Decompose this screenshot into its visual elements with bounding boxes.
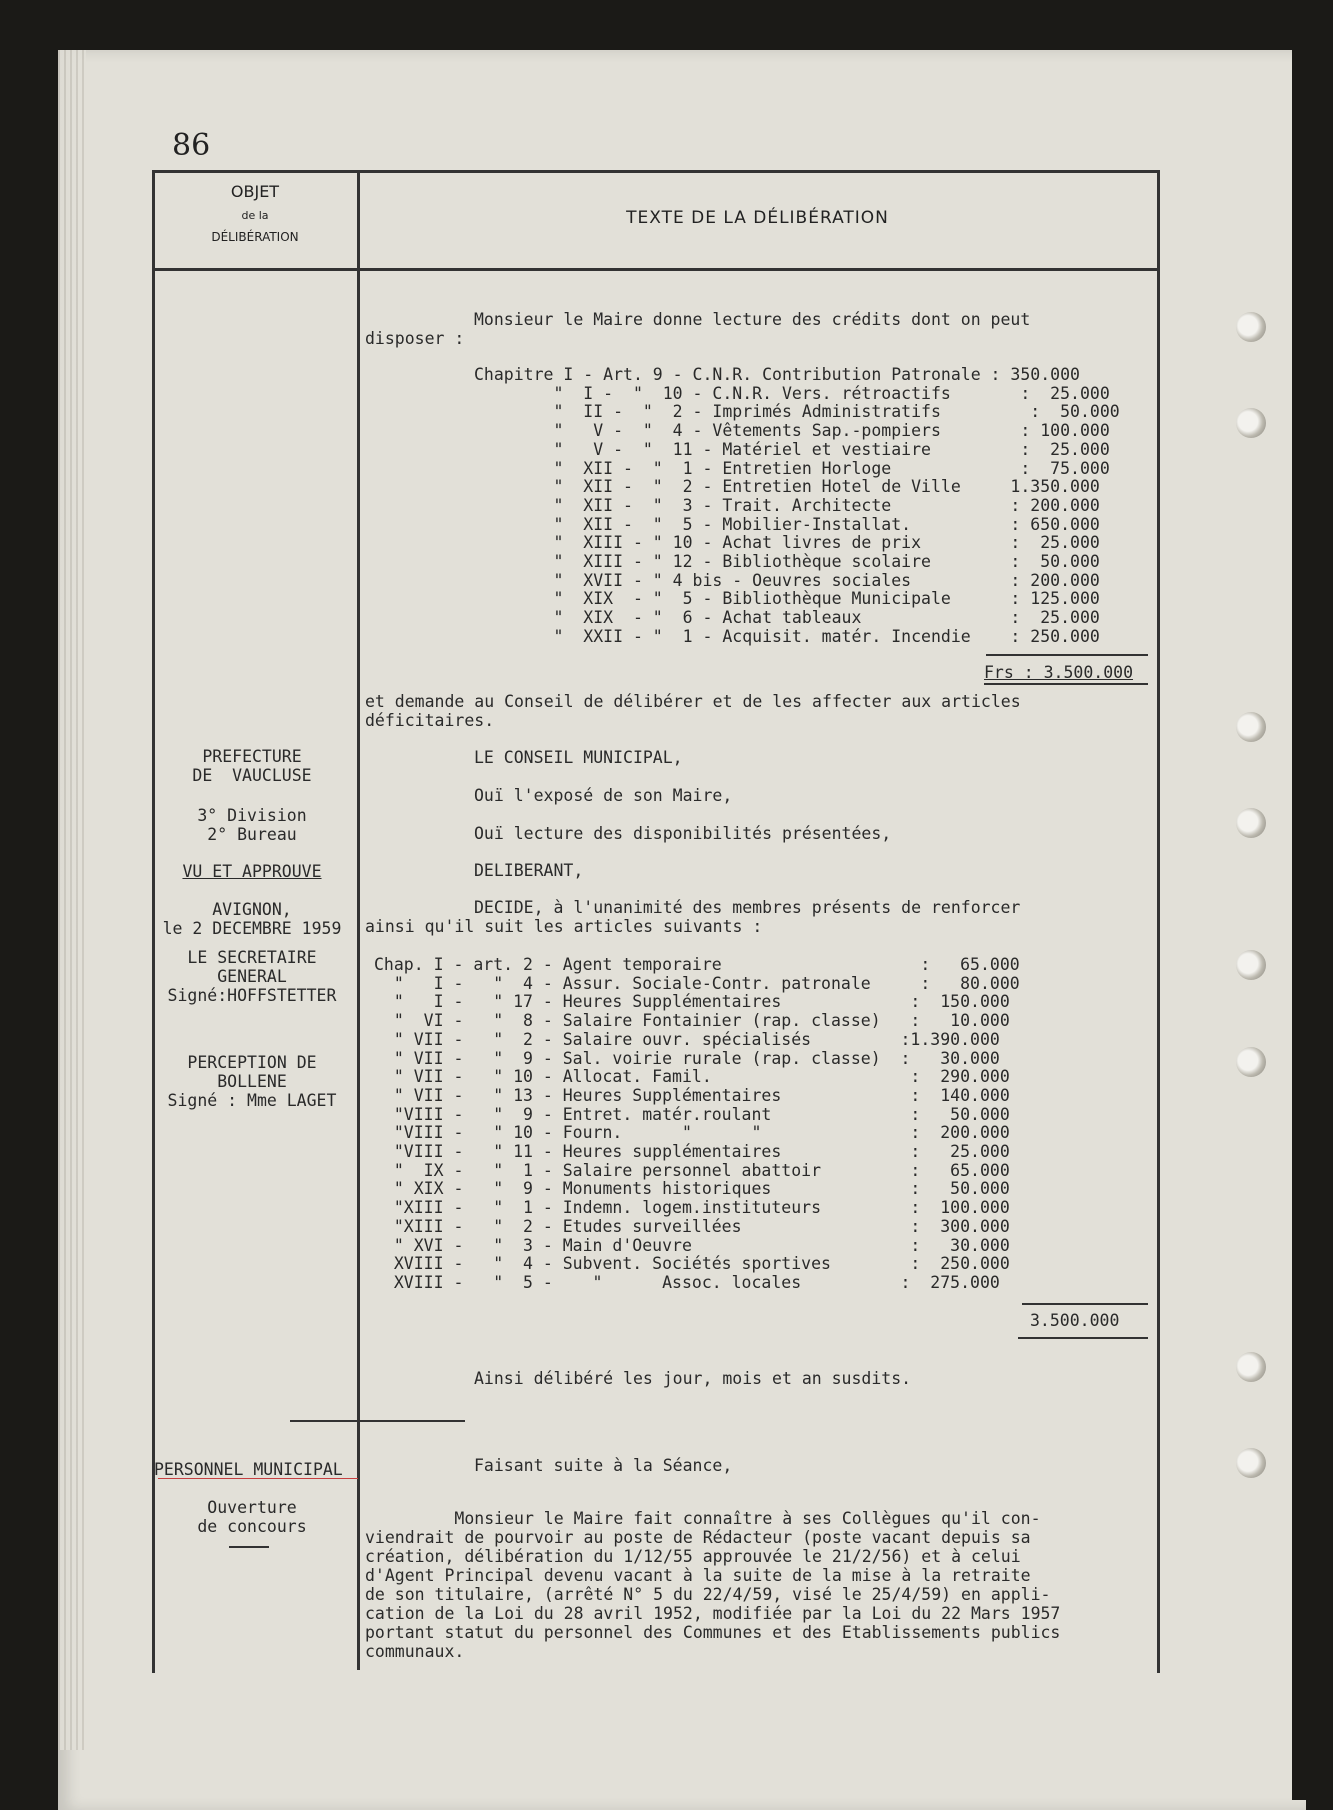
background-edge [1292,50,1333,1800]
sidebar-signature: Signé:HOFFSTETTER [167,986,337,1005]
closing-line: Ainsi délibéré les jour, mois et an susdits. [474,1369,912,1388]
binder-hole [1236,312,1266,342]
allocation-row: " I - " 4 - Assur. Sociale-Contr. patronale : 80.000 [374,973,1020,993]
sidebar-signature: Signé : Mme LAGET [167,1091,337,1110]
allocation-row: " XIX - " 9 - Monuments historiques : 50.000 [374,1179,1010,1199]
allocation-row: "VIII - " 11 - Heures supplémentaires : 25.000 [374,1142,1010,1161]
credits-total-double-rule [984,683,1148,688]
credit-row: " I - " 10 - C.N.R. Vers. rétroactifs : 25.000 [474,383,1110,403]
page-binding [58,50,86,1750]
allocation-row: " IX - " 1 - Salaire personnel abattoir : 65.000 [374,1160,1010,1180]
binder-hole [1236,1047,1266,1077]
credit-row: " II - " 2 - Imprimés Administratifs : 50.000 [474,402,1120,422]
sidebar-secretaire: GENERAL [217,967,287,986]
request-line: et demande au Conseil de délibérer et de les affecter aux articles [365,692,1021,711]
second-body-line: portant statut du personnel des Communes et des Etablissements publics [365,1623,1061,1642]
allocation-row: " VII - " 13 - Heures Supplémentaires : 140.000 [374,1085,1010,1105]
council-decide: DECIDE, à l'unanimité des membres présents de renforcer [474,898,1021,917]
allocation-row: " VII - " 9 - Sal. voirie rurale (rap. classe) : 30.000 [374,1048,1000,1068]
credit-row: " XIX - " 5 - Bibliothèque Municipale : 125.000 [474,589,1100,609]
allocations-total-rule [1022,1303,1148,1305]
header-right: TEXTE DE LA DÉLIBÉRATION [626,208,889,228]
credit-row: " V - " 11 - Matériel et vestiaire : 25.000 [474,439,1110,459]
council-heard: Ouï lecture des disponibilités présentées, [474,824,892,843]
sidebar-perception: BOLLENE [217,1072,287,1091]
allocations-total-double-rule [1018,1337,1148,1342]
binder-hole [1236,1352,1266,1382]
credit-row: Chapitre I - Art. 9 - C.N.R. Contribution Patronale : 350.000 [474,365,1080,384]
second-body-line: cation de la Loi du 28 avril 1952, modifiée par la Loi du 22 Mars 1957 [365,1604,1061,1623]
sidebar-personnel: PERSONNEL MUNICIPAL [154,1460,343,1479]
intro-line: disposer : [365,329,465,348]
section-separator [290,1420,465,1425]
credit-row: " XII - " 3 - Trait. Architecte : 200.000 [474,495,1100,515]
sidebar-division: 3° Division [197,806,307,825]
allocation-row: XVIII - " 5 - " Assoc. locales : 275.000 [374,1272,1000,1292]
header-left-line3: DÉLIBÉRATION [211,230,299,244]
allocation-row: " VII - " 2 - Salaire ouvr. spécialisés :1.390.000 [374,1029,1000,1049]
sidebar-approved: VU ET APPROUVE [182,862,322,881]
red-underline [158,1478,358,1479]
credit-row: " XII - " 1 - Entretien Horloge : 75.000 [474,458,1110,478]
sidebar-perception: PERCEPTION DE [187,1053,317,1072]
request-line: déficitaires. [365,711,495,730]
header-left-line1: OBJET [230,182,280,201]
second-body-line: communaux. [365,1642,465,1661]
sidebar-prefecture: DE VAUCLUSE [192,766,312,785]
binder-hole [1236,1448,1266,1478]
second-opening: Faisant suite à la Séance, [474,1456,733,1475]
binder-hole [1236,950,1266,980]
sidebar-concours: Ouverture [207,1498,297,1517]
second-body-line: d'Agent Principal devenu vacant à la suite de la mise à la retraite [365,1566,1031,1585]
allocation-row: "VIII - " 9 - Entret. matér.roulant : 50.000 [374,1104,1010,1124]
header-left [160,182,350,244]
second-body-line: viendrait de pourvoir au poste de Rédacteur (poste vacant depuis sa [365,1528,1031,1547]
second-body-line: Monsieur le Maire fait connaître à ses Collègues qu'il con- [365,1509,1041,1528]
allocation-row: " I - " 17 - Heures Supplémentaires : 150.000 [374,992,1010,1012]
column-divider [357,170,360,1670]
binder-hole [1236,408,1266,438]
council-heard: Ouï l'exposé de son Maire, [474,786,733,805]
second-body-line: création, délibération du 1/12/55 approuvée le 21/2/56) et à celui [365,1547,1021,1566]
allocation-row: Chap. I - art. 2 - Agent temporaire : 65.000 [374,955,1020,974]
credit-row: " XIII - " 10 - Achat livres de prix : 25.000 [474,533,1100,553]
header-divider [152,268,1157,271]
sidebar-prefecture: PREFECTURE [202,747,302,766]
credit-row: " XII - " 2 - Entretien Hotel de Ville 1.350.000 [474,477,1100,497]
sidebar-concours: de concours [197,1517,307,1536]
sidebar-secretaire: LE SECRETAIRE [187,948,317,967]
binder-hole [1236,808,1266,838]
allocations-total: 3.500.000 [1030,1311,1120,1330]
binder-hole [1236,712,1266,742]
credit-row: " XII - " 5 - Mobilier-Installat. : 650.000 [474,514,1100,534]
credits-total: Frs : 3.500.000 [984,663,1134,682]
sidebar-date: le 2 DECEMBRE 1959 [162,919,342,938]
allocation-row: " XVI - " 3 - Main d'Oeuvre : 30.000 [374,1235,1010,1255]
allocation-row: "VIII - " 10 - Fourn. " " : 200.000 [374,1123,1010,1143]
credit-row: " XIII - " 12 - Bibliothèque scolaire : 50.000 [474,552,1100,571]
allocation-row: "XIII - " 1 - Indemn. logem.instituteurs : 100.000 [374,1198,1010,1218]
sidebar-bureau: 2° Bureau [207,825,297,844]
council-title: LE CONSEIL MUNICIPAL, [474,748,683,767]
sidebar-dash [229,1546,269,1548]
intro-line: Monsieur le Maire donne lecture des crédits dont on peut [474,310,1031,329]
council-decide: ainsi qu'il suit les articles suivants : [365,917,763,936]
allocation-row: "XIII - " 2 - Etudes surveillées : 300.000 [374,1216,1010,1236]
credit-row: " XVII - " 4 bis - Oeuvres sociales : 200.000 [474,570,1100,590]
credit-row: " V - " 4 - Vêtements Sap.-pompiers : 100.000 [474,421,1110,441]
header-left-line2: de la [241,209,269,222]
second-body-line: de son titulaire, (arrêté N° 5 du 22/4/59, visé le 25/4/59) en appli- [365,1585,1051,1604]
credit-row: " XXII - " 1 - Acquisit. matér. Incendie : 250.000 [474,626,1100,646]
credit-row: " XIX - " 6 - Achat tableaux : 25.000 [474,608,1100,628]
allocation-row: " VII - " 10 - Allocat. Famil. : 290.000 [374,1067,1010,1087]
page-number: 86 [172,128,211,163]
council-deliberant: DELIBERANT, [474,861,584,880]
allocation-row: " VI - " 8 - Salaire Fontainier (rap. classe) : 10.000 [374,1011,1010,1031]
allocation-row: XVIII - " 4 - Subvent. Sociétés sportives : 250.000 [374,1254,1010,1274]
sidebar-city: AVIGNON, [212,900,292,919]
credits-total-rule [986,654,1148,656]
